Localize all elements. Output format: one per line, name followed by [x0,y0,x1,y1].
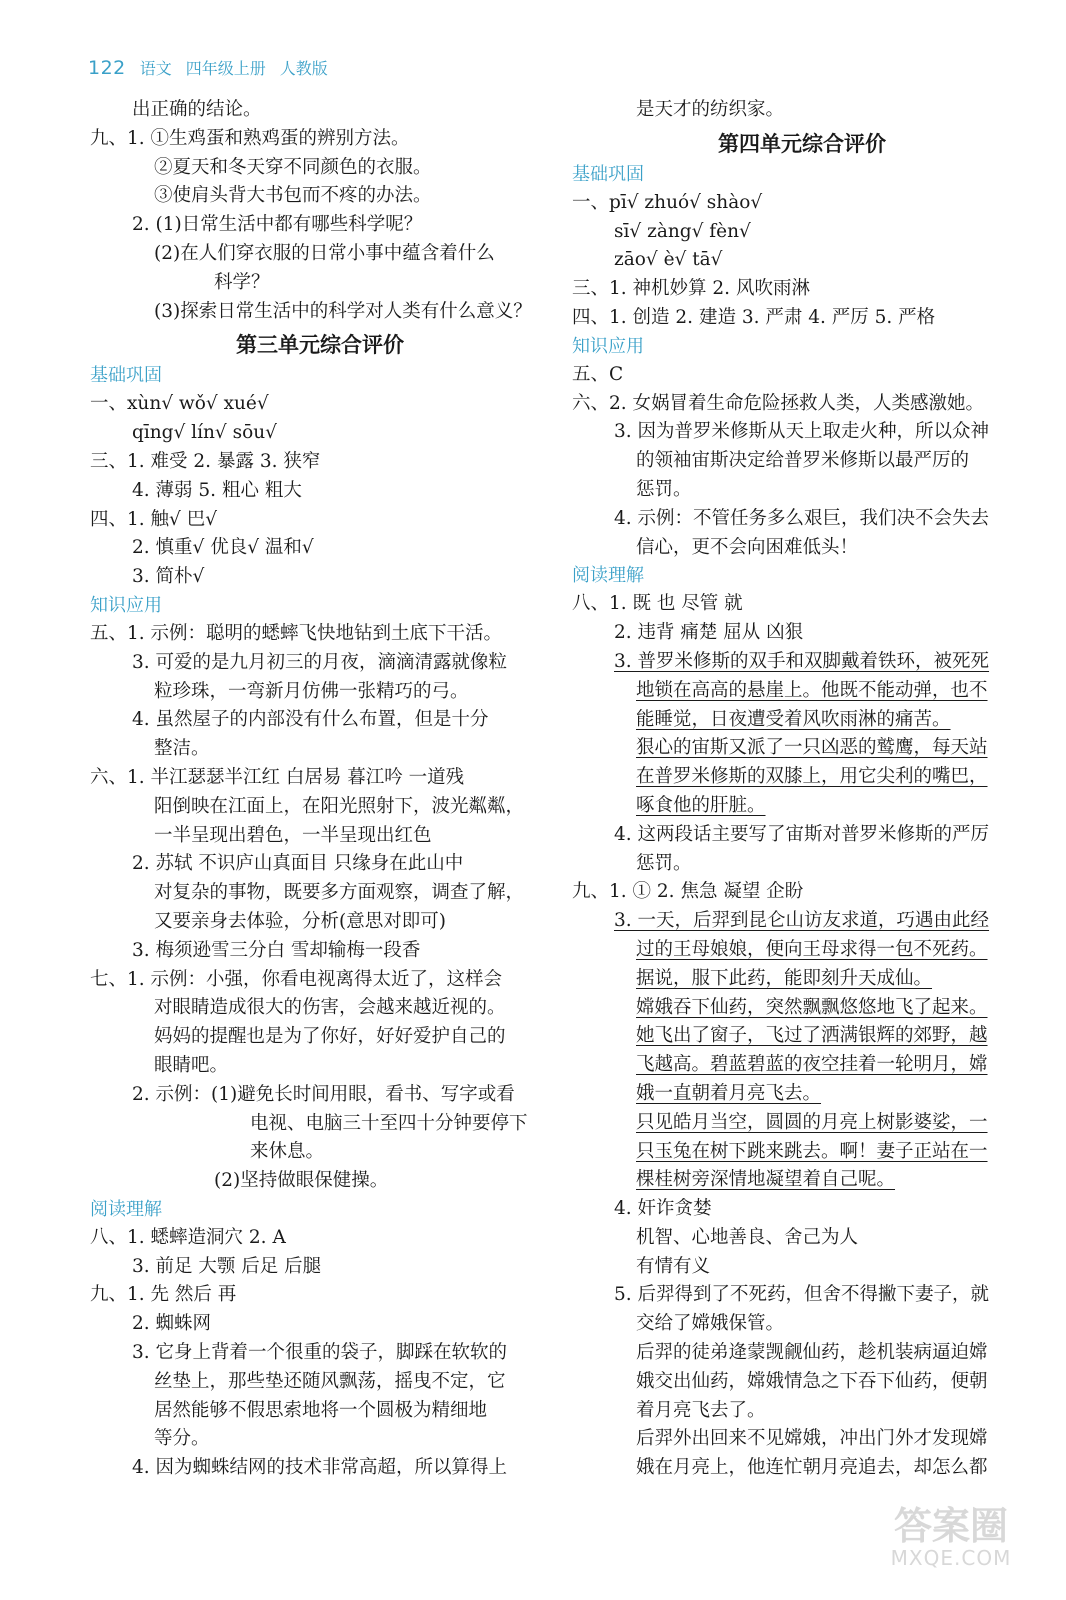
answer-line: 六、2. 女娲冒着生命危险拯救人类，人类感激她。 [572,392,985,414]
answer-line: 3. 前足 大颚 后足 后腿 [132,1255,322,1277]
answer-line: 4. 薄弱 5. 粗心 粗大 [132,479,302,501]
answer-line: 又要亲身去体验，分析(意思对即可) [154,910,446,932]
answer-line: (2)在人们穿衣服的日常小事中蕴含着什么 [154,242,495,264]
answer-line: qīng√ lín√ sōu√ [132,422,277,444]
answer-line: 4. 因为蜘蛛结网的技术非常高超，所以算得上 [132,1457,508,1479]
answer-line: 只见皓月当空，圆圆的月亮上树影婆娑，一 [636,1111,988,1133]
answer-line: 对复杂的事物，既要多方面观察，调查了解， [154,882,525,904]
answer-line: 五、C [572,363,624,385]
answer-line: (2)坚持做眼保健操。 [214,1170,389,1192]
answer-line: 2. 违背 痛楚 屈从 凶狠 [614,622,804,644]
answer-line: 3. 因为普罗米修斯从天上取走火种，所以众神 [614,421,990,443]
answer-line: 三、1. 难受 2. 暴露 3. 狭窄 [90,450,321,472]
answer-line: 2. (1)日常生活中都有哪些科学呢？ [132,214,423,236]
left-column [90,96,550,1483]
answer-line: 八、1. 既 也 尽管 就 [572,593,743,615]
answer-line: 居然能够不假思索地将一个圆极为精细地 [154,1399,488,1421]
answer-line: 狠心的宙斯又派了一只凶恶的鹫鹰，每天站 [636,737,988,759]
answer-line: 3. 它身上背着一个很重的袋子，脚踩在软软的 [132,1342,508,1364]
page-header [88,56,328,86]
answer-line: 4. 这两段话主要写了宙斯对普罗米修斯的严厉 [614,823,990,845]
answer-line: 4. 奸诈贪婪 [614,1198,712,1220]
answer-line: 她飞出了窗子，飞过了洒满银辉的郊野，越 [636,1025,988,1047]
answer-line: 后羿的徒弟逄蒙觊觎仙药，趁机装病逼迫嫦 [636,1342,988,1364]
right-column [572,96,1032,1483]
answer-line: 啄食他的肝脏。 [636,794,766,816]
answer-line: 等分。 [154,1428,210,1450]
answer-line: 3. 简朴√ [132,566,205,588]
answer-line: 八、1. 蟋蟀造洞穴 2. A [90,1226,286,1248]
watermark-logo [866,1506,1036,1572]
answer-line: 飞越高。碧蓝碧蓝的夜空挂着一轮明月，嫦 [636,1054,988,1076]
edition-label: 人教版 [279,59,328,78]
answer-line: 4. 示例：不管任务多么艰巨，我们决不会失去 [614,507,990,529]
section-heading-basic: 基础巩固 [90,365,162,387]
answer-line: 只玉兔在树下跳来跳去。啊！妻子正站在一 [636,1140,988,1162]
answer-line: 2. 慎重√ 优良√ 温和√ [132,537,314,559]
answer-line: 一、xùn√ wǒ√ xué√ [90,393,269,415]
answer-line: 四、1. 创造 2. 建造 3. 严肃 4. 严厉 5. 严格 [572,306,936,328]
answer-line: 信心，更不会向困难低头！ [636,536,859,558]
answer-line: 阳倒映在江面上，在阳光照射下，波光粼粼， [154,795,525,817]
answer-line: ②夏天和冬天穿不同颜色的衣服。 [154,156,432,178]
answer-line: 机智、心地善良、舍己为人 [636,1226,859,1248]
answer-line: 五、1. 示例：聪明的蟋蟀飞快地钻到土底下干活。 [90,622,503,644]
page-number: 122 [88,57,126,79]
answer-line: 对眼睛造成很大的伤害，会越来越近视的。 [154,997,506,1019]
answer-line: 眼睛吧。 [154,1054,229,1076]
answer-line: 出正确的结论。 [132,99,262,120]
answer-line: 的领袖宙斯决定给普罗米修斯以最严厉的 [636,450,970,472]
answer-line: 丝垫上，那些垫还随风飘荡，摇曳不定，它 [154,1370,506,1392]
unit3-title: 第三单元综合评价 [236,333,404,358]
answer-line: 嫦娥吞下仙药，突然飘飘悠悠地飞了起来。 [636,996,988,1018]
grade-label: 四年级上册 [185,59,266,78]
answer-line: 科学？ [214,271,270,293]
answer-line: 娥在月亮上，他连忙朝月亮追去，却怎么都 [636,1457,988,1479]
answer-line: 电视、电脑三十至四十分钟要停下 [250,1112,528,1134]
answer-line: sī√ zàng√ fèn√ [614,220,751,242]
answer-line: 娥交出仙药，嫦娥情急之下吞下仙药，便朝 [636,1370,988,1392]
section-heading-apply: 知识应用 [90,594,162,616]
answer-line: 棵桂树旁深情地凝望着自己呢。 [636,1169,896,1191]
answer-line: 据说，服下此药，能即刻升天成仙。 [636,967,933,989]
answer-line: 2. 示例：(1)避免长时间用眼，看书、写字或看 [132,1083,515,1105]
answer-line: 一、pī√ zhuó√ shào√ [572,191,763,213]
answer-line: 3. 一天，后羿到昆仑山访友求道，巧遇由此经 [614,910,990,932]
subject-label: 语文 [139,59,172,78]
answer-line: 三、1. 神机妙算 2. 风吹雨淋 [572,278,810,300]
answer-line: 着月亮飞去了。 [636,1399,766,1421]
answer-line: 有情有义 [636,1255,711,1277]
answer-line: 是天才的纺织家。 [636,99,785,120]
answer-line: 惩罚。 [636,852,692,874]
answer-line: 妈妈的提醒也是为了你好，好好爱护自己的 [154,1026,506,1048]
answer-line: 3. 普罗米修斯的双手和双脚戴着铁环，被死死 [614,650,990,672]
answer-line: 5. 后羿得到了不死药，但舍不得撇下妻子，就 [614,1284,990,1306]
answer-line: 惩罚。 [636,478,692,500]
answer-line: 能睡觉，日夜遭受着风吹雨淋的痛苦。 [636,708,951,730]
answer-line: 后羿外出回来不见嫦娥，冲出门外才发现嫦 [636,1428,988,1450]
answer-line: 4. 虽然屋子的内部没有什么布置，但是十分 [132,709,489,731]
answer-line: 一半呈现出碧色，一半呈现出红色 [154,824,432,846]
answer-line: 2. 苏轼 不识庐山真面目 只缘身在此山中 [132,853,464,875]
section-heading-basic: 基础巩固 [572,163,644,185]
answer-line: zāo√ è√ tā√ [614,249,723,271]
answer-line: 交给了嫦娥保管。 [636,1313,785,1335]
watermark-text: 答案圈 [893,1504,1008,1548]
unit4-title: 第四单元综合评价 [718,131,886,156]
answer-line: 地锁在高高的悬崖上。他既不能动弹，也不 [636,679,988,701]
section-heading-reading: 阅读理解 [572,565,644,587]
answer-line: 九、1. ① 2. 焦急 凝望 企盼 [572,881,804,903]
answer-line: 3. 可爱的是九月初三的月夜，滴滴清露就像粒 [132,651,508,673]
answer-line: 四、1. 触√ 巴√ [90,508,217,530]
answer-line: 六、1. 半江瑟瑟半江红 白居易 暮江吟 一道残 [90,766,465,788]
answer-line: 娥一直朝着月亮飞去。 [636,1082,822,1104]
answer-line: 在普罗米修斯的双膝上，用它尖利的嘴巴， [636,766,988,788]
answer-line: 过的王母娘娘，便向王母求得一包不死药。 [636,938,988,960]
answer-line: 来休息。 [250,1141,325,1163]
answer-line: 3. 梅须逊雪三分白 雪却输梅一段香 [132,939,421,961]
answer-line: 九、1. ①生鸡蛋和熟鸡蛋的辨别方法。 [90,127,410,149]
answer-line: 整洁。 [154,738,210,760]
answer-line: (3)探索日常生活中的科学对人类有什么意义？ [154,300,532,322]
section-heading-reading: 阅读理解 [90,1198,162,1220]
answer-line: 七、1. 示例：小强，你看电视离得太近了，这样会 [90,968,503,990]
answer-line: ③使肩头背大书包而不疼的办法。 [154,185,432,207]
answer-line: 九、1. 先 然后 再 [90,1284,237,1306]
section-heading-apply: 知识应用 [572,335,644,357]
answer-line: 2. 蜘蛛网 [132,1313,212,1335]
answer-line: 粒珍珠，一弯新月仿佛一张精巧的弓。 [154,680,469,702]
watermark-url: MXQE.COM [890,1546,1012,1570]
